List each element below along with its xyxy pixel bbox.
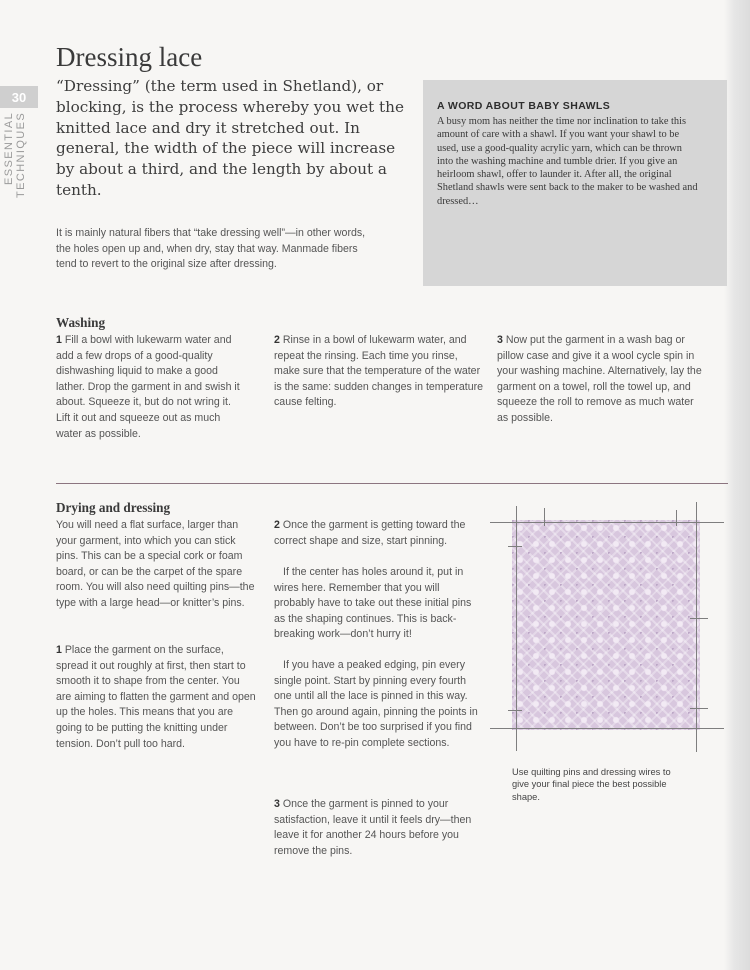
- washing-step-2: [274, 333, 484, 411]
- step-number: 1: [56, 644, 62, 656]
- page-number: 30: [0, 86, 38, 108]
- step-number: 3: [274, 798, 280, 810]
- drying-heading: Drying and dressing: [56, 500, 171, 515]
- step-number: 1: [56, 334, 62, 346]
- pin: [544, 508, 545, 526]
- step-number: 2: [274, 519, 280, 531]
- step-text: Rinse in a bowl of lukewarm water, and repeat the rinsing. Each time you rinse, make sure that the temperature of the water is the same: sudden changes in temperature cause felting.: [274, 334, 484, 409]
- washing-step-1: [56, 333, 246, 442]
- page-title: Dressing lace: [56, 42, 203, 72]
- washing-heading: Washing: [56, 315, 106, 330]
- lace-photo: [490, 498, 726, 756]
- pin: [690, 618, 708, 619]
- drying-step-2-paragraph-2: If the center has holes around it, put in wires here. Remember that you will probably have to take out these initial pins as the shaping continues. This is back-breaking work—don’t hurry it!: [274, 566, 472, 641]
- pin: [508, 710, 522, 711]
- drying-step-2: [274, 518, 479, 549]
- page-edge-shadow: [724, 0, 750, 970]
- step-text: Fill a bowl with lukewarm water and add a few drops of a good-quality dishwashing liquid to make a good lather. Drop the garment in and swish it about. Squeeze it, but do not wring it. Lift it out and squeeze out as much water as possible.: [56, 334, 240, 440]
- dressing-wire-bottom: [490, 728, 724, 729]
- pin: [508, 546, 522, 547]
- dressing-wire-right: [696, 502, 697, 752]
- step-text: Once the garment is getting toward the correct shape and size, start pinning.: [274, 519, 466, 547]
- sidebar-box: [423, 80, 727, 286]
- pin: [690, 708, 708, 709]
- step-number: 3: [497, 334, 503, 346]
- drying-intro: You will need a flat surface, larger than your garment, into which you can stick pins. This can be a special cork or foam board, or can be the carpet of the spare room. You will also need quilting pins—the type with a large head—or knitter’s pins.: [56, 519, 255, 609]
- pin: [676, 510, 677, 526]
- intro-body: It is mainly natural fibers that “take dressing well”—in other words, the holes open up and, when dry, stay that way. Manmade fibers tend to revert to the original size after dressing.: [56, 227, 366, 271]
- intro-lead: “Dressing” (the term used in Shetland), or blocking, is the process whereby you wet the knitted lace and dry it stretched out. In general, the width of the piece will increase by about a third, and the length by about a tenth.: [56, 77, 404, 199]
- dressing-wire-left: [516, 506, 517, 751]
- section-divider: [56, 483, 728, 484]
- washing-step-3: [497, 333, 707, 427]
- sidebar-body: A busy mom has neither the time nor inclination to take this amount of care with a shawl. If you want your shawl to be used, use a good-quality acrylic yarn, which can be thrown into the washing machine and tumble drier. If you give an heirloom shawl, offer to launder it. After all, the original Shetland shawls were sent back to the maker to be washed and dressed…: [437, 116, 698, 207]
- dressing-wire-top: [490, 522, 724, 523]
- figure-caption: Use quilting pins and dressing wires to give your final piece the best possible shape.: [512, 767, 671, 802]
- sidebar-title: A WORD ABOUT BABY SHAWLS: [437, 100, 611, 112]
- step-text: Once the garment is pinned to your satisfaction, leave it until it feels dry—then leave it for another 24 hours before you remove the pins.: [274, 798, 472, 857]
- drying-step-1: [56, 643, 256, 752]
- step-text: Place the garment on the surface, spread it out roughly at first, then start to smooth it to shape from the center. You are aiming to flatten the garment and open up the holes. This means that you are going to be putting the knitting under tension. Don’t pull too hard.: [56, 644, 256, 750]
- section-label: ESSENTIAL TECHNIQUES: [3, 112, 27, 199]
- drying-step-2-paragraph-3: If you have a peaked edging, pin every single point. Start by pinning every fourth one until all the lace is pinned in this way. Then go around again, pinning the points in between. Don’t be too surprised if you find you have to re-pin complete sections.: [274, 659, 478, 749]
- drying-step-3: [274, 797, 479, 859]
- step-text: Now put the garment in a wash bag or pillow case and give it a wool cycle spin in your washing machine. Alternatively, lay the garment on a towel, roll the towel up, and squeeze the roll to remove as much water as possible.: [497, 334, 702, 424]
- step-number: 2: [274, 334, 280, 346]
- pinned-lace-square: [512, 520, 700, 730]
